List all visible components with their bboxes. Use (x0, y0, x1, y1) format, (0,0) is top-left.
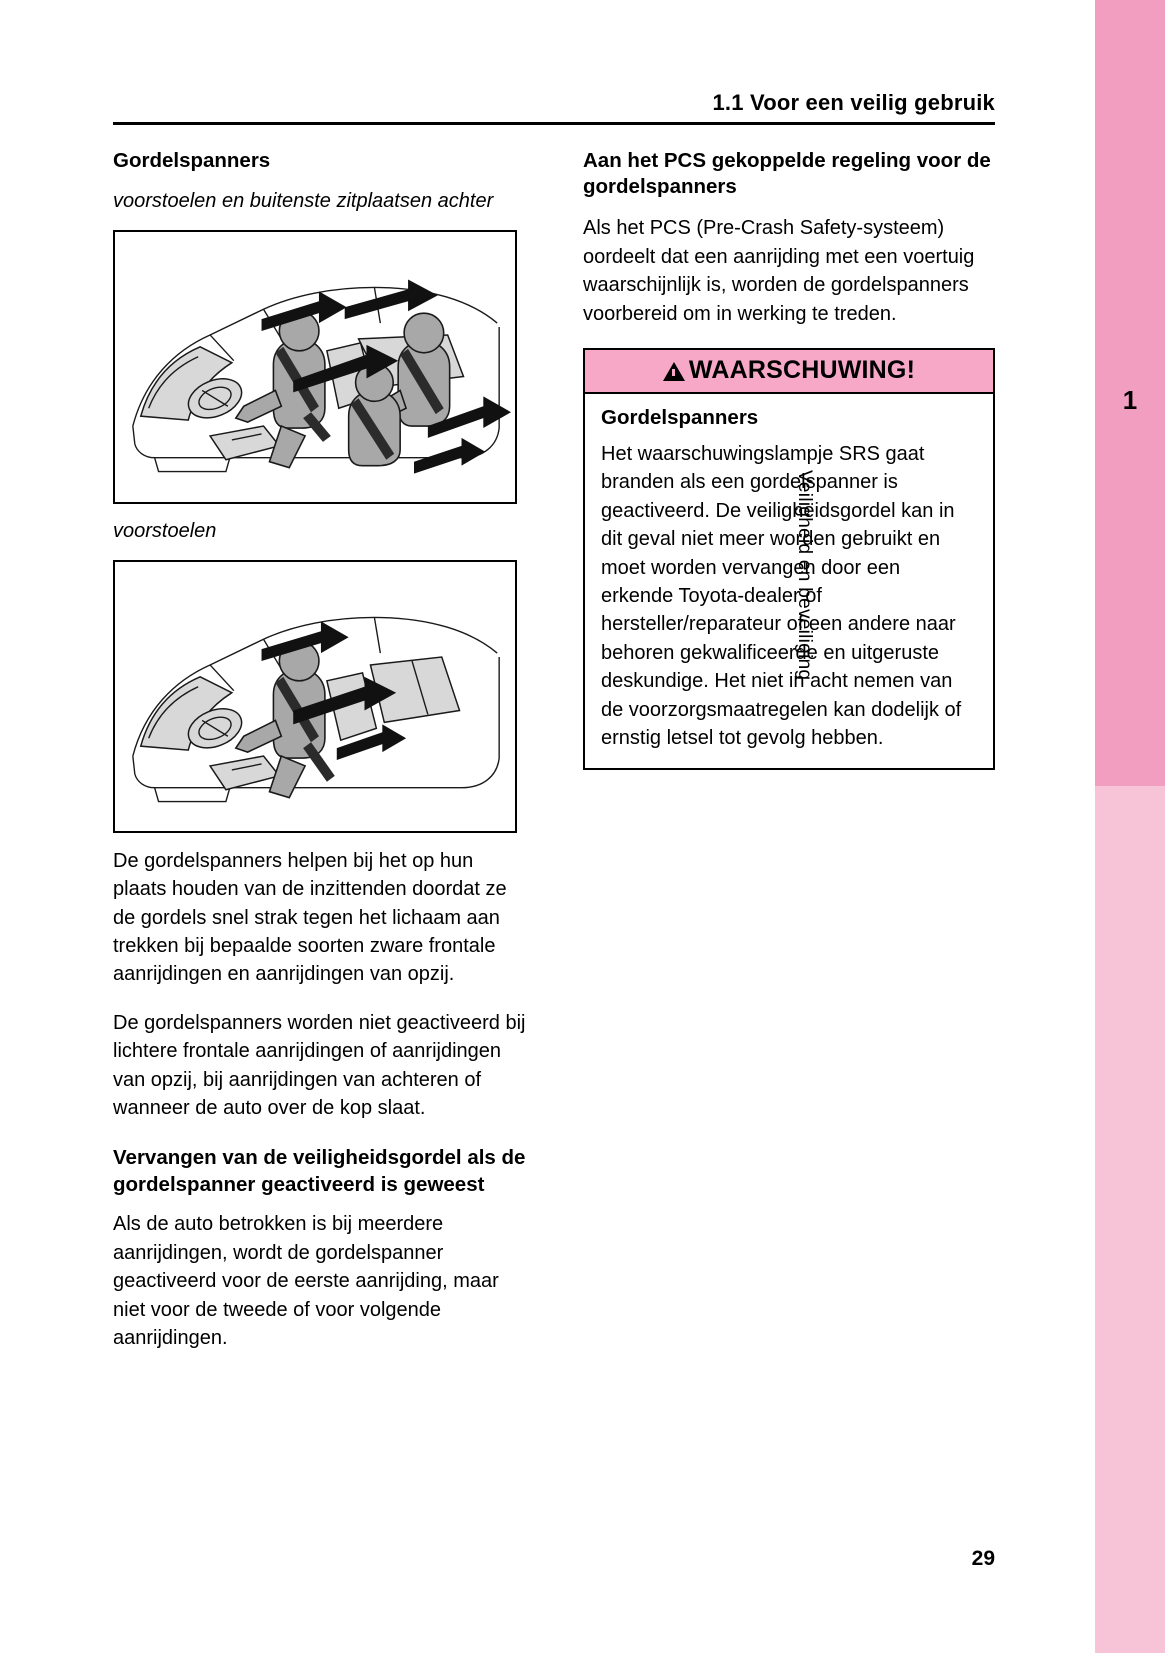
warning-banner (585, 350, 993, 394)
warning-content (585, 394, 993, 768)
warning-text: Het waarschuwingslampje SRS gaat branden als een gordelspanner is geactiveerd. De veiligheidsgordel kan in dit geval niet meer worden gebruikt en moet worden vervangen door een erkende Toyota-dealer of hersteller/reparateur of een andere naar behoren gekwalificeerde en uitgeruste deskundige. Het niet in acht nemen van de voorzorgsmaatregelen kan dodelijk of ernstig letsel tot gevolg hebben. (601, 443, 962, 749)
chapter-number: 1 (1122, 385, 1138, 415)
warning-triangle-icon (663, 362, 685, 381)
right-column (583, 140, 995, 770)
figure-caption-2: voorstoelen (113, 519, 217, 542)
figure-car-interior-seats-pretensioners (113, 230, 517, 503)
warning-banner-label: WAARSCHUWING! (688, 356, 916, 385)
paragraph-pretensioner-function: De gordelspanners helpen bij het op hun plaats houden van de inzittenden doordat ze de gordels snel strak tegen het lichaam aan trekken bij bepaalde soorten zware frontale aanrijdingen en aanrijdingen van opzij. (113, 849, 507, 986)
figure-caption-1: voorstoelen en buitenste zitplaatsen achter (113, 190, 494, 213)
warning-title: Gordelspanners (601, 406, 759, 430)
warning-box (583, 348, 995, 770)
chapter-side-tab-lower (1095, 786, 1165, 1653)
section-heading-gordelspanners: Gordelspanners (113, 149, 271, 172)
subheading-belt-replacement: Vervangen van de veiligheidsgordel als de gordelspanner geactiveerd is geweest (113, 1146, 526, 1197)
chapter-label: Veiligheid en beveiliging (794, 470, 815, 681)
paragraph-pcs: Als het PCS (Pre-Crash Safety-systeem) oordeelt dat een aanrijding met een voertuig waarschijnlijk is, worden de gordelspanners voorbereid om in werking te treden. (583, 217, 975, 325)
paragraph-pretensioner-nonactivation: De gordelspanners worden niet geactiveerd bij lichtere frontale aanrijdingen of aanrijdingen van opzij, bij aanrijdingen van achteren of wanneer de auto over de kop slaat. (113, 1011, 526, 1119)
page-number: 29 (971, 1547, 995, 1570)
left-column (113, 140, 528, 1372)
header-divider (113, 122, 995, 125)
section-heading-pcs: Aan het PCS gekoppelde regeling voor de gordelspanners (583, 149, 991, 199)
figure-car-interior-front-seats-pretensioners (113, 560, 517, 833)
page-header: 1.1 Voor een veilig gebruik (712, 90, 995, 115)
paragraph-multiple-collisions: Als de auto betrokken is bij meerdere aanrijdingen, wordt de gordelspanner geactiveerd voor de eerste aanrijding, maar niet voor de tweede of voor volgende aanrijdingen. (113, 1213, 499, 1349)
